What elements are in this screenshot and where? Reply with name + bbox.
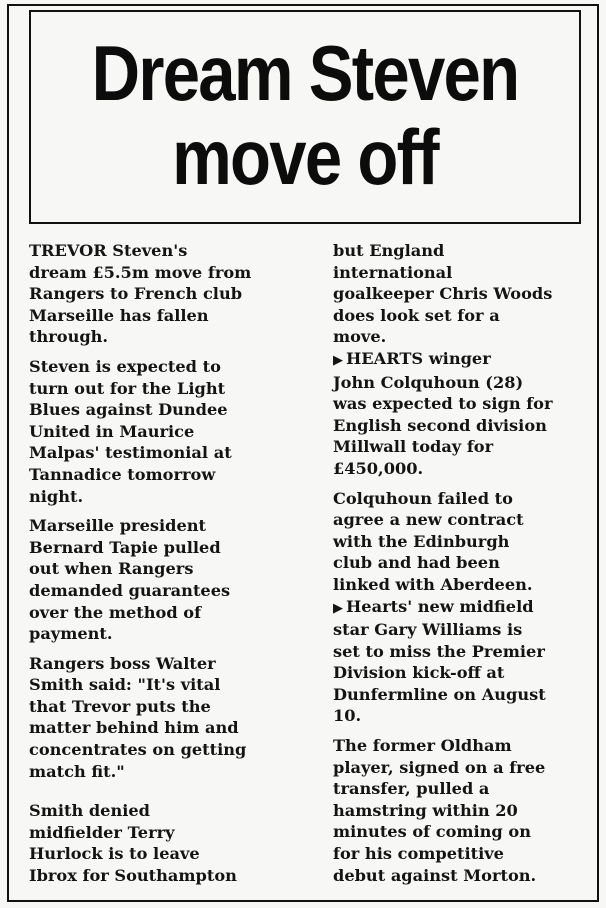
- paragraph: Marseille president Bernard Tapie pulled out when Rangers demanded guarantees over the method of payment.: [29, 516, 231, 644]
- paragraph-text: but England international goalkeeper Chris Woods does look set for a move.: [333, 241, 553, 347]
- paragraph-text: Colquhoun failed to agree a new contract with the Edinburgh club and had been linked with Aberdeen.: [333, 488, 533, 594]
- paragraph: [333, 348, 601, 480]
- headline-line-2: move off: [172, 113, 438, 201]
- paragraph: Smith denied midfielder Terry Hurlock is to leave Ibrox for Southampton: [29, 801, 237, 886]
- paragraph: [333, 596, 601, 728]
- headline-line-1: Dream Steven: [91, 29, 519, 117]
- paragraph-text: The former Oldham player, signed on a free transfer, pulled a hamstring within 20 minutes of coming on for his competitive debut against Morton.: [333, 736, 546, 885]
- paragraph: [333, 735, 601, 886]
- paragraph: [333, 240, 601, 348]
- paragraph-text: HEARTS winger John Colquhoun (28) was expected to sign for English second division Millwall today for £450,000.: [333, 348, 553, 478]
- article-column-right: [333, 240, 601, 894]
- bullet-arrow-icon: ▶: [333, 600, 343, 616]
- article-column-left: [29, 240, 297, 895]
- paragraph: Steven is expected to turn out for the Light Blues against Dundee United in Maurice Malpas' testimonial at Tannadice tomorrow night.: [29, 356, 232, 506]
- headline-box: [29, 10, 581, 224]
- paragraph-text: Hearts' new midfield star Gary Williams is set to miss the Premier Division kick-off at Dunfermline on August 10.: [333, 596, 546, 726]
- paragraph: Rangers boss Walter Smith said: "It's vital that Trevor puts the matter behind him and concentrates on getting match fit.": [29, 653, 247, 781]
- paragraph: [333, 488, 601, 596]
- paragraph: TREVOR Steven's dream £5.5m move from Rangers to French club Marseille has fallen through.: [29, 241, 252, 347]
- bullet-arrow-icon: ▶: [333, 352, 343, 368]
